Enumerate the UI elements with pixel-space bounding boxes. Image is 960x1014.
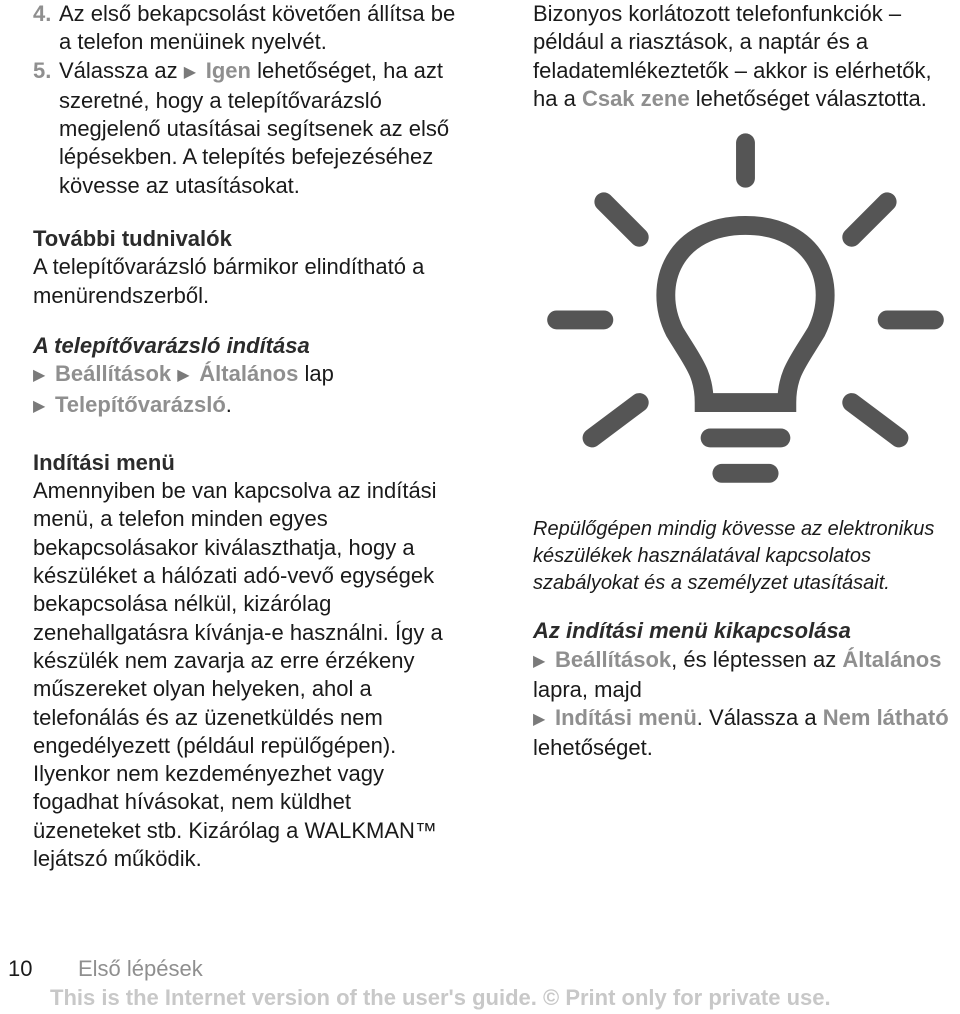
arrow-right-icon: ▶: [33, 397, 46, 415]
menu-general: Általános: [199, 361, 299, 387]
suffix-1: , és léptessen az: [671, 646, 837, 672]
limited-functions-text: [533, 0, 958, 113]
arrow-right-icon: ▶: [33, 367, 46, 385]
more-info-heading: További tudnivalók: [33, 226, 232, 252]
step-number: 4.: [33, 1, 52, 26]
section-title: Első lépések: [78, 956, 203, 981]
lightbulb-icon: [533, 131, 958, 509]
step-4: [33, 0, 463, 57]
menu-setup-wizard: Telepítővarázsló: [55, 391, 226, 417]
menu-startup: Indítási menü: [555, 705, 697, 731]
limited-pre: Bizonyos korlátozott telefonfunkciók – például a riasztások, a naptár és a feladatemlékeztetők – akkor is elérhetők, ha a: [533, 1, 932, 111]
period: .: [225, 391, 232, 417]
tip-block: [533, 131, 958, 597]
step-text-pre: Válassza az: [59, 57, 178, 83]
internet-version-note: This is the Internet version of the user's guide. © Print only for private use.: [50, 985, 831, 1010]
option-music-only: Csak zene: [581, 85, 690, 111]
page-number: 10: [8, 956, 33, 981]
option-yes: Igen: [205, 57, 251, 83]
step-text: Az első bekapcsolást követően állítsa be a telefon menüinek nyelvét.: [59, 1, 456, 55]
step-5: [33, 57, 463, 200]
menu-settings: Beállítások: [55, 361, 172, 387]
left-column: [33, 0, 463, 873]
tab-suffix: lap: [304, 361, 334, 387]
more-info-text: A telepítővarázsló bármikor elindítható a menürendszerből.: [33, 254, 425, 308]
arrow-right-icon: ▶: [183, 63, 197, 81]
startup-text: Amennyiben be van kapcsolva az indítási menü, a telefon minden egyes bekapcsolásakor kiválaszthatja, hogy a készüléket a hálózati adó-vevő egységek bekapcsolása nélkül, kizárólag zenehallgatásra kívánja-e használni. Így a készülék nem zavarja az erre érzékeny műszereket olyan helyeken, ahol a telefonálás és az üzenetküldés nem engedélyezett (például repülőgépen). Ilyenkor nem kezdeményezhet vagy fogadhat hívásokat, nem küldhet üzeneteket stb. Kizárólag a WALKMAN™ lejátszó működik.: [33, 478, 443, 872]
wizard-path: [33, 360, 463, 421]
wizard-heading: A telepítővarázsló indítása: [33, 332, 310, 358]
step-number: 5.: [33, 57, 52, 83]
limited-post: lehetőséget választotta.: [695, 85, 927, 111]
right-column: [533, 0, 958, 763]
menu-settings: Beállítások: [555, 646, 672, 672]
step-text: [59, 57, 463, 200]
arrow-right-icon: ▶: [533, 652, 546, 670]
step-text-post: lehetőséget, ha azt szeretné, hogy a telepítővarázsló megjelenő utasításai segítsenek az első lépésekben. A telepítés befejezéséhez kövesse az utasításokat.: [59, 57, 450, 198]
arrow-right-icon: ▶: [533, 711, 546, 729]
arrow-right-icon: ▶: [177, 367, 190, 385]
option-hidden: Nem látható: [822, 705, 949, 731]
suffix-3: . Válassza a: [696, 705, 817, 731]
suffix-2: lapra, majd: [533, 676, 642, 702]
disable-path: [533, 646, 958, 763]
menu-general: Általános: [842, 646, 942, 672]
disable-heading: Az indítási menü kikapcsolása: [533, 618, 851, 644]
suffix-4: lehetőséget.: [533, 735, 653, 761]
tip-text: Repülőgépen mindig kövesse az elektronikus készülékek használatával kapcsolatos szabályokat és a személyzet utasításait.: [533, 518, 935, 595]
startup-heading: Indítási menü: [33, 449, 175, 475]
